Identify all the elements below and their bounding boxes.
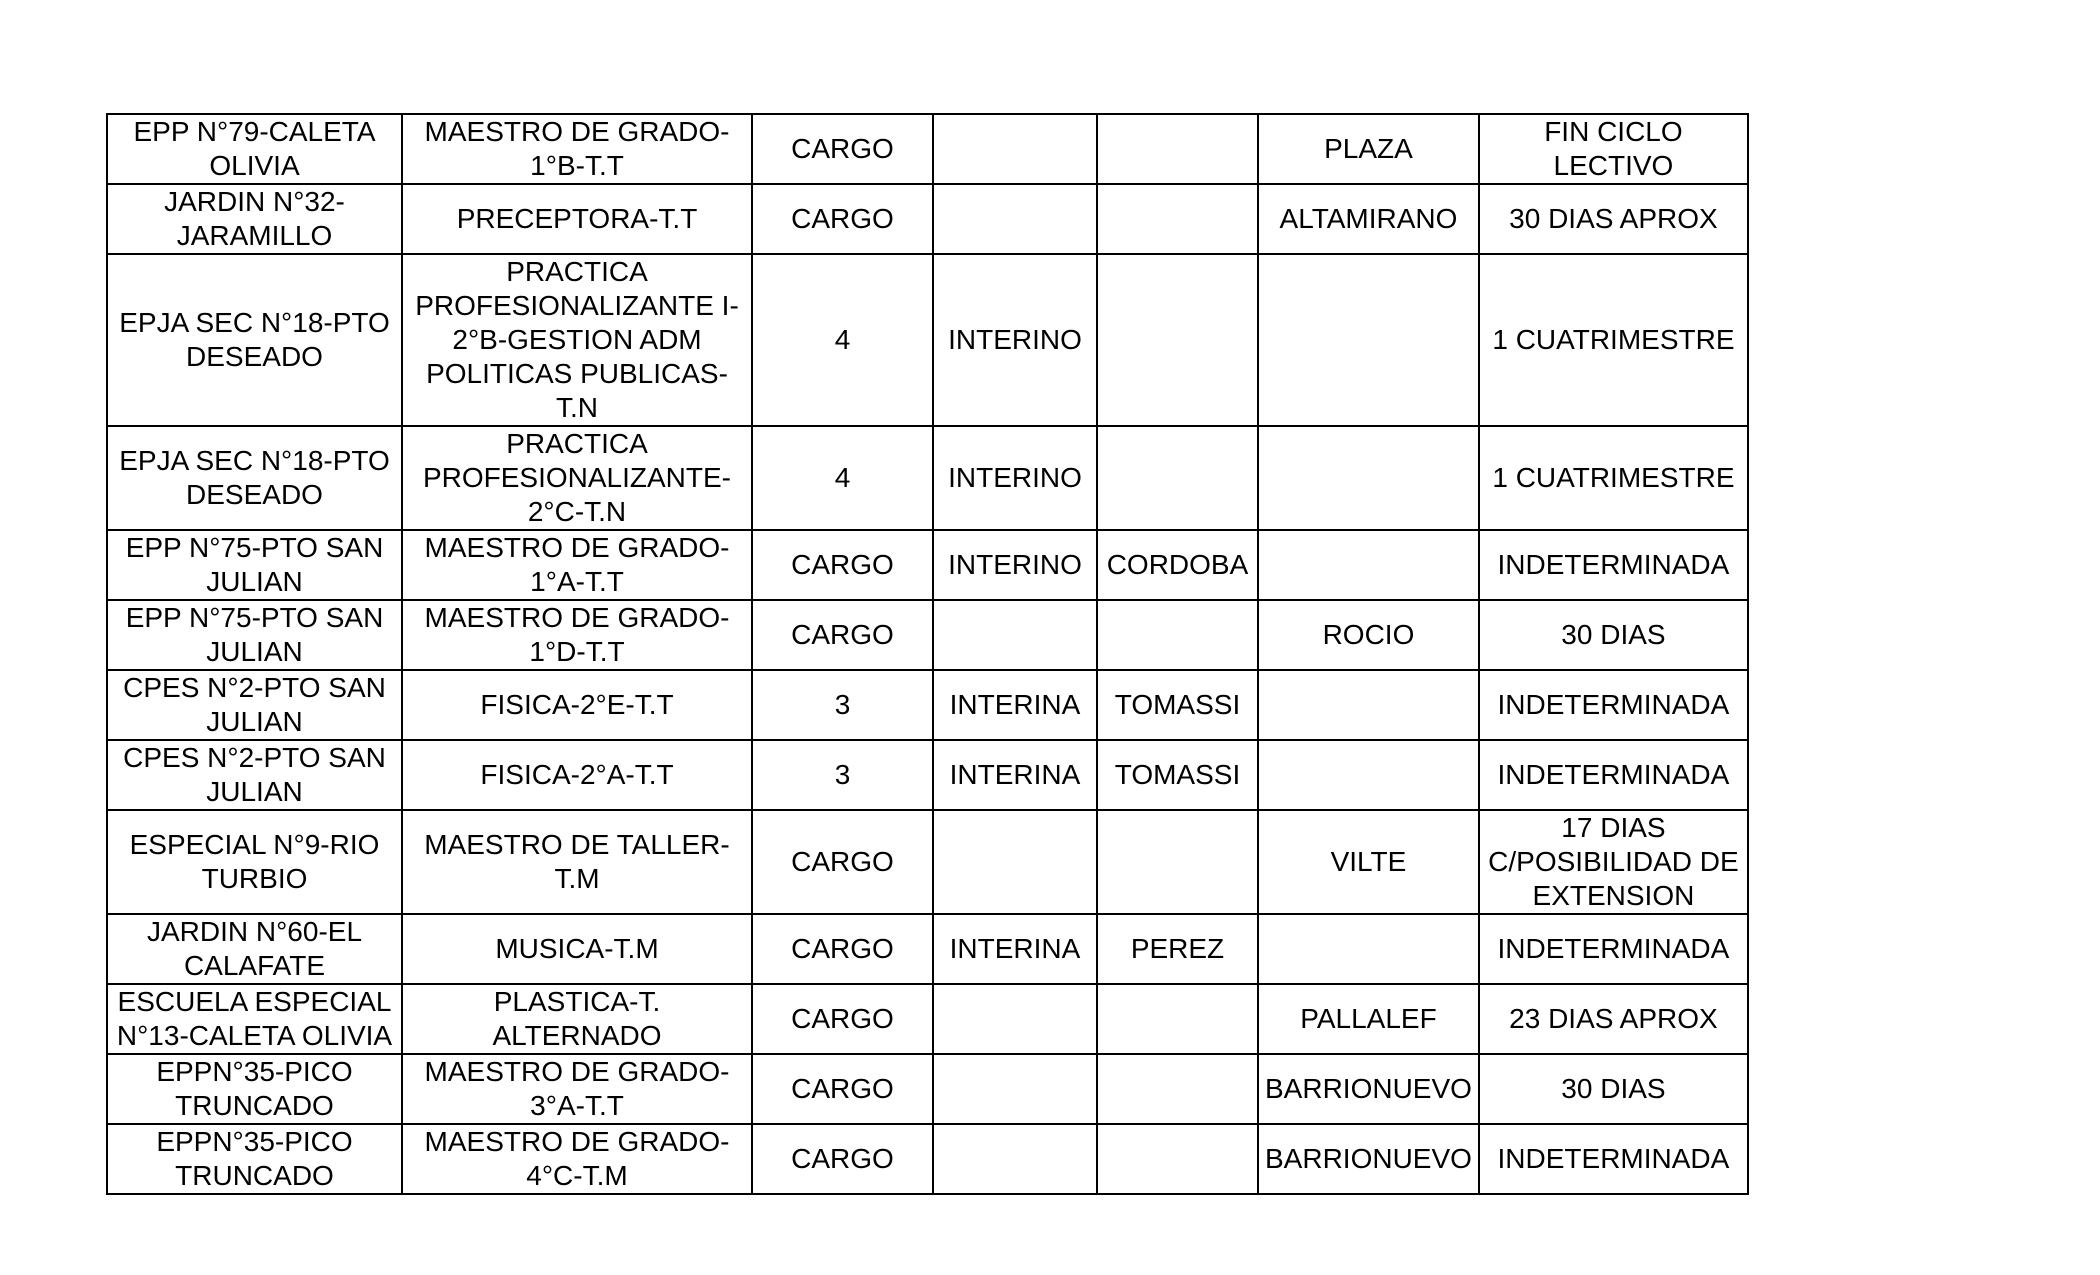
status-cell: INTERINO <box>933 426 1097 530</box>
school-cell: EPP N°79-CALETA OLIVIA <box>107 114 402 184</box>
duration-cell: INDETERMINADA <box>1479 914 1748 984</box>
table-row <box>107 1124 1748 1194</box>
table-row <box>107 740 1748 810</box>
holder-cell <box>1097 1124 1258 1194</box>
holder-cell <box>1097 810 1258 914</box>
table-row <box>107 184 1748 254</box>
duration-cell: FIN CICLO LECTIVO <box>1479 114 1748 184</box>
school-cell: ESCUELA ESPECIAL N°13-CALETA OLIVIA <box>107 984 402 1054</box>
position-cell: PRACTICA PROFESIONALIZANTE I-2°B-GESTION ADM POLITICAS PUBLICAS-T.N <box>402 254 752 426</box>
school-cell: CPES N°2-PTO SAN JULIAN <box>107 670 402 740</box>
position-cell: PRACTICA PROFESIONALIZANTE-2°C-T.N <box>402 426 752 530</box>
position-cell: PRECEPTORA-T.T <box>402 184 752 254</box>
holder-cell: TOMASSI <box>1097 670 1258 740</box>
status-cell: INTERINO <box>933 254 1097 426</box>
holder-cell: TOMASSI <box>1097 740 1258 810</box>
holder-cell: CORDOBA <box>1097 530 1258 600</box>
replacement-cell <box>1258 426 1479 530</box>
hours-cell: CARGO <box>752 914 933 984</box>
replacement-cell: VILTE <box>1258 810 1479 914</box>
vacancy-table <box>106 113 1749 1195</box>
duration-cell: INDETERMINADA <box>1479 530 1748 600</box>
hours-cell: CARGO <box>752 530 933 600</box>
position-cell: MAESTRO DE GRADO-1°D-T.T <box>402 600 752 670</box>
position-cell: FISICA-2°E-T.T <box>402 670 752 740</box>
position-cell: FISICA-2°A-T.T <box>402 740 752 810</box>
status-cell <box>933 1054 1097 1124</box>
duration-cell: 23 DIAS APROX <box>1479 984 1748 1054</box>
status-cell <box>933 1124 1097 1194</box>
holder-cell <box>1097 114 1258 184</box>
position-cell: MAESTRO DE GRADO-1°B-T.T <box>402 114 752 184</box>
status-cell <box>933 184 1097 254</box>
table-row <box>107 1054 1748 1124</box>
school-cell: EPPN°35-PICO TRUNCADO <box>107 1054 402 1124</box>
school-cell: EPJA SEC N°18-PTO DESEADO <box>107 254 402 426</box>
table-row <box>107 114 1748 184</box>
replacement-cell <box>1258 254 1479 426</box>
hours-cell: CARGO <box>752 1054 933 1124</box>
position-cell: PLASTICA-T. ALTERNADO <box>402 984 752 1054</box>
replacement-cell: BARRIONUEVO <box>1258 1124 1479 1194</box>
holder-cell <box>1097 184 1258 254</box>
status-cell: INTERINA <box>933 914 1097 984</box>
school-cell: CPES N°2-PTO SAN JULIAN <box>107 740 402 810</box>
duration-cell: 30 DIAS APROX <box>1479 184 1748 254</box>
table-row <box>107 810 1748 914</box>
hours-cell: CARGO <box>752 114 933 184</box>
replacement-cell <box>1258 670 1479 740</box>
duration-cell: 30 DIAS <box>1479 600 1748 670</box>
school-cell: ESPECIAL N°9-RIO TURBIO <box>107 810 402 914</box>
replacement-cell: PLAZA <box>1258 114 1479 184</box>
status-cell: INTERINA <box>933 670 1097 740</box>
hours-cell: CARGO <box>752 810 933 914</box>
replacement-cell <box>1258 740 1479 810</box>
table-row <box>107 670 1748 740</box>
status-cell: INTERINO <box>933 530 1097 600</box>
duration-cell: 1 CUATRIMESTRE <box>1479 254 1748 426</box>
school-cell: EPP N°75-PTO SAN JULIAN <box>107 530 402 600</box>
holder-cell <box>1097 426 1258 530</box>
status-cell <box>933 114 1097 184</box>
hours-cell: 4 <box>752 426 933 530</box>
table-row <box>107 914 1748 984</box>
school-cell: EPJA SEC N°18-PTO DESEADO <box>107 426 402 530</box>
holder-cell <box>1097 1054 1258 1124</box>
hours-cell: CARGO <box>752 1124 933 1194</box>
hours-cell: CARGO <box>752 984 933 1054</box>
holder-cell <box>1097 984 1258 1054</box>
replacement-cell <box>1258 530 1479 600</box>
replacement-cell: PALLALEF <box>1258 984 1479 1054</box>
status-cell <box>933 984 1097 1054</box>
duration-cell: 1 CUATRIMESTRE <box>1479 426 1748 530</box>
replacement-cell: BARRIONUEVO <box>1258 1054 1479 1124</box>
school-cell: EPP N°75-PTO SAN JULIAN <box>107 600 402 670</box>
hours-cell: CARGO <box>752 600 933 670</box>
duration-cell: INDETERMINADA <box>1479 740 1748 810</box>
table-row <box>107 600 1748 670</box>
table-row <box>107 254 1748 426</box>
position-cell: MAESTRO DE GRADO-1°A-T.T <box>402 530 752 600</box>
replacement-cell: ROCIO <box>1258 600 1479 670</box>
status-cell <box>933 810 1097 914</box>
position-cell: MAESTRO DE GRADO-4°C-T.M <box>402 1124 752 1194</box>
position-cell: MUSICA-T.M <box>402 914 752 984</box>
duration-cell: 30 DIAS <box>1479 1054 1748 1124</box>
duration-cell: 17 DIAS C/POSIBILIDAD DE EXTENSION <box>1479 810 1748 914</box>
table-row <box>107 530 1748 600</box>
status-cell <box>933 600 1097 670</box>
school-cell: EPPN°35-PICO TRUNCADO <box>107 1124 402 1194</box>
duration-cell: INDETERMINADA <box>1479 1124 1748 1194</box>
duration-cell: INDETERMINADA <box>1479 670 1748 740</box>
hours-cell: CARGO <box>752 184 933 254</box>
school-cell: JARDIN N°60-EL CALAFATE <box>107 914 402 984</box>
holder-cell <box>1097 600 1258 670</box>
position-cell: MAESTRO DE GRADO-3°A-T.T <box>402 1054 752 1124</box>
status-cell: INTERINA <box>933 740 1097 810</box>
holder-cell <box>1097 254 1258 426</box>
table-row <box>107 426 1748 530</box>
hours-cell: 3 <box>752 740 933 810</box>
holder-cell: PEREZ <box>1097 914 1258 984</box>
hours-cell: 3 <box>752 670 933 740</box>
table-row <box>107 984 1748 1054</box>
replacement-cell <box>1258 914 1479 984</box>
replacement-cell: ALTAMIRANO <box>1258 184 1479 254</box>
school-cell: JARDIN N°32-JARAMILLO <box>107 184 402 254</box>
hours-cell: 4 <box>752 254 933 426</box>
position-cell: MAESTRO DE TALLER-T.M <box>402 810 752 914</box>
